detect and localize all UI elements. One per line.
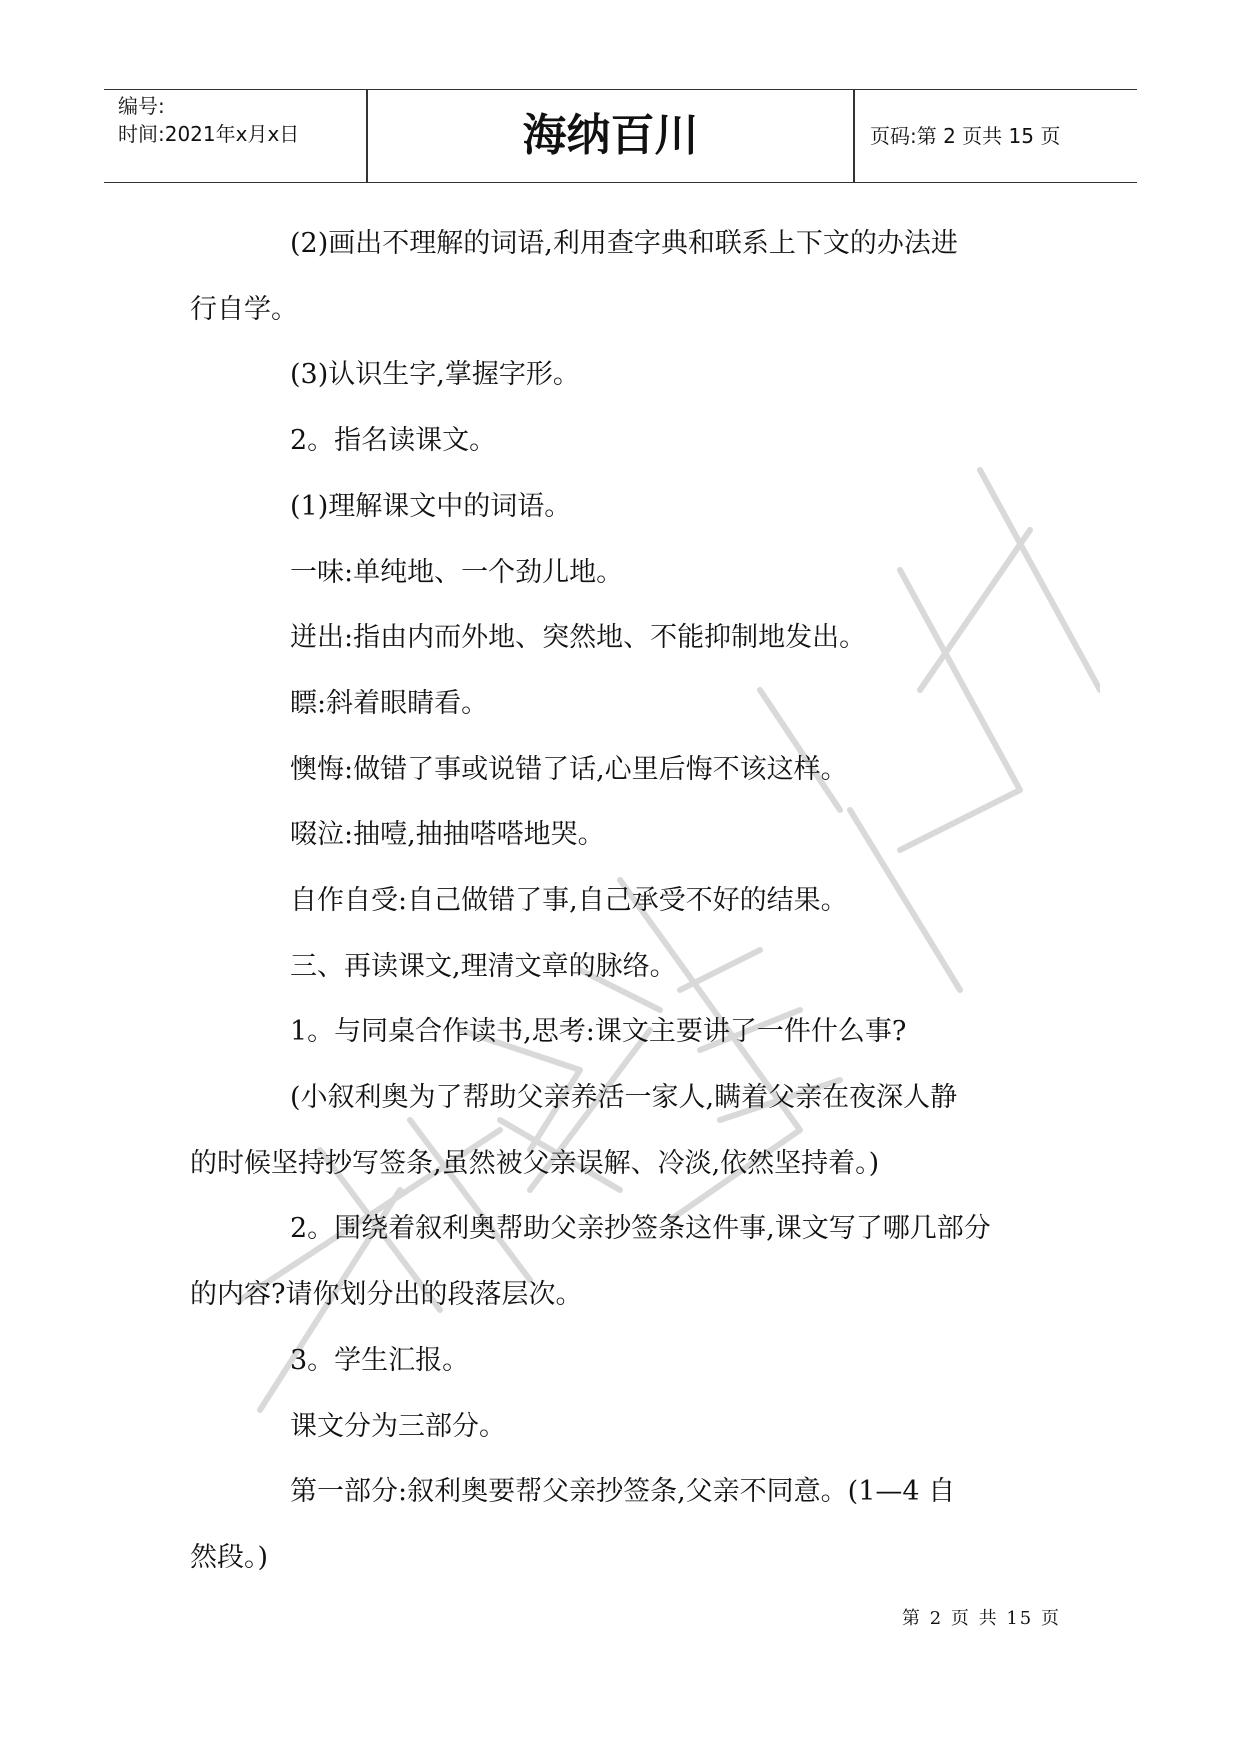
paragraph-line: 三、再读课文,理清文章的脉络。 — [290, 951, 677, 982]
paragraph-line: 1。与同桌合作读书,思考:课文主要讲了一件什么事? — [290, 1016, 907, 1047]
paragraph-line: 的内容?请你划分出的段落层次。 — [190, 1279, 583, 1310]
paragraph-line: 迸出:指由内而外地、突然地、不能抑制地发出。 — [290, 622, 867, 653]
paragraph-line: 课文分为三部分。 — [290, 1411, 506, 1442]
paragraph-line: 懊悔:做错了事或说错了话,心里后悔不该这样。 — [290, 754, 848, 785]
paragraph-line: 然段。) — [190, 1542, 269, 1573]
page-footer: 第 2 页 共 15 页 — [902, 1608, 1061, 1629]
paragraph-line: 2。围绕着叙利奥帮助父亲抄签条这件事,课文写了哪几部分 — [290, 1213, 991, 1244]
paragraph-line: (小叙利奥为了帮助父亲养活一家人,瞒着父亲在夜深人静 — [290, 1082, 958, 1113]
paragraph-line: 的时候坚持抄写签条,虽然被父亲误解、冷淡,依然坚持着。) — [190, 1148, 880, 1179]
paragraph-line: 一味:单纯地、一个劲儿地。 — [290, 557, 624, 588]
paragraph-line: 瞟:斜着眼睛看。 — [290, 688, 489, 719]
paragraph-line: 行自学。 — [190, 294, 298, 325]
header-page-label: 页码:第 2 页共 15 页 — [870, 124, 1061, 148]
paragraph-line: (1)理解课文中的词语。 — [290, 491, 572, 522]
paragraph-line: 3。学生汇报。 — [290, 1345, 470, 1376]
header-title: 海纳百川 — [522, 110, 699, 161]
paragraph-line: (2)画出不理解的词语,利用查字典和联系上下文的办法进 — [290, 228, 958, 259]
header-id-label: 编号: — [118, 94, 165, 118]
paragraph-line: 啜泣:抽噎,抽抽嗒嗒地哭。 — [290, 819, 605, 850]
paragraph-line: (3)认识生字,掌握字形。 — [290, 359, 580, 390]
paragraph-line: 2。指名读课文。 — [290, 425, 497, 456]
header-time-label: 时间:2021年x月x日 — [118, 122, 300, 146]
paragraph-line: 第一部分:叙利奥要帮父亲抄签条,父亲不同意。(1—4 自 — [290, 1476, 956, 1507]
paragraph-line: 自作自受:自己做错了事,自己承受不好的结果。 — [290, 885, 848, 916]
